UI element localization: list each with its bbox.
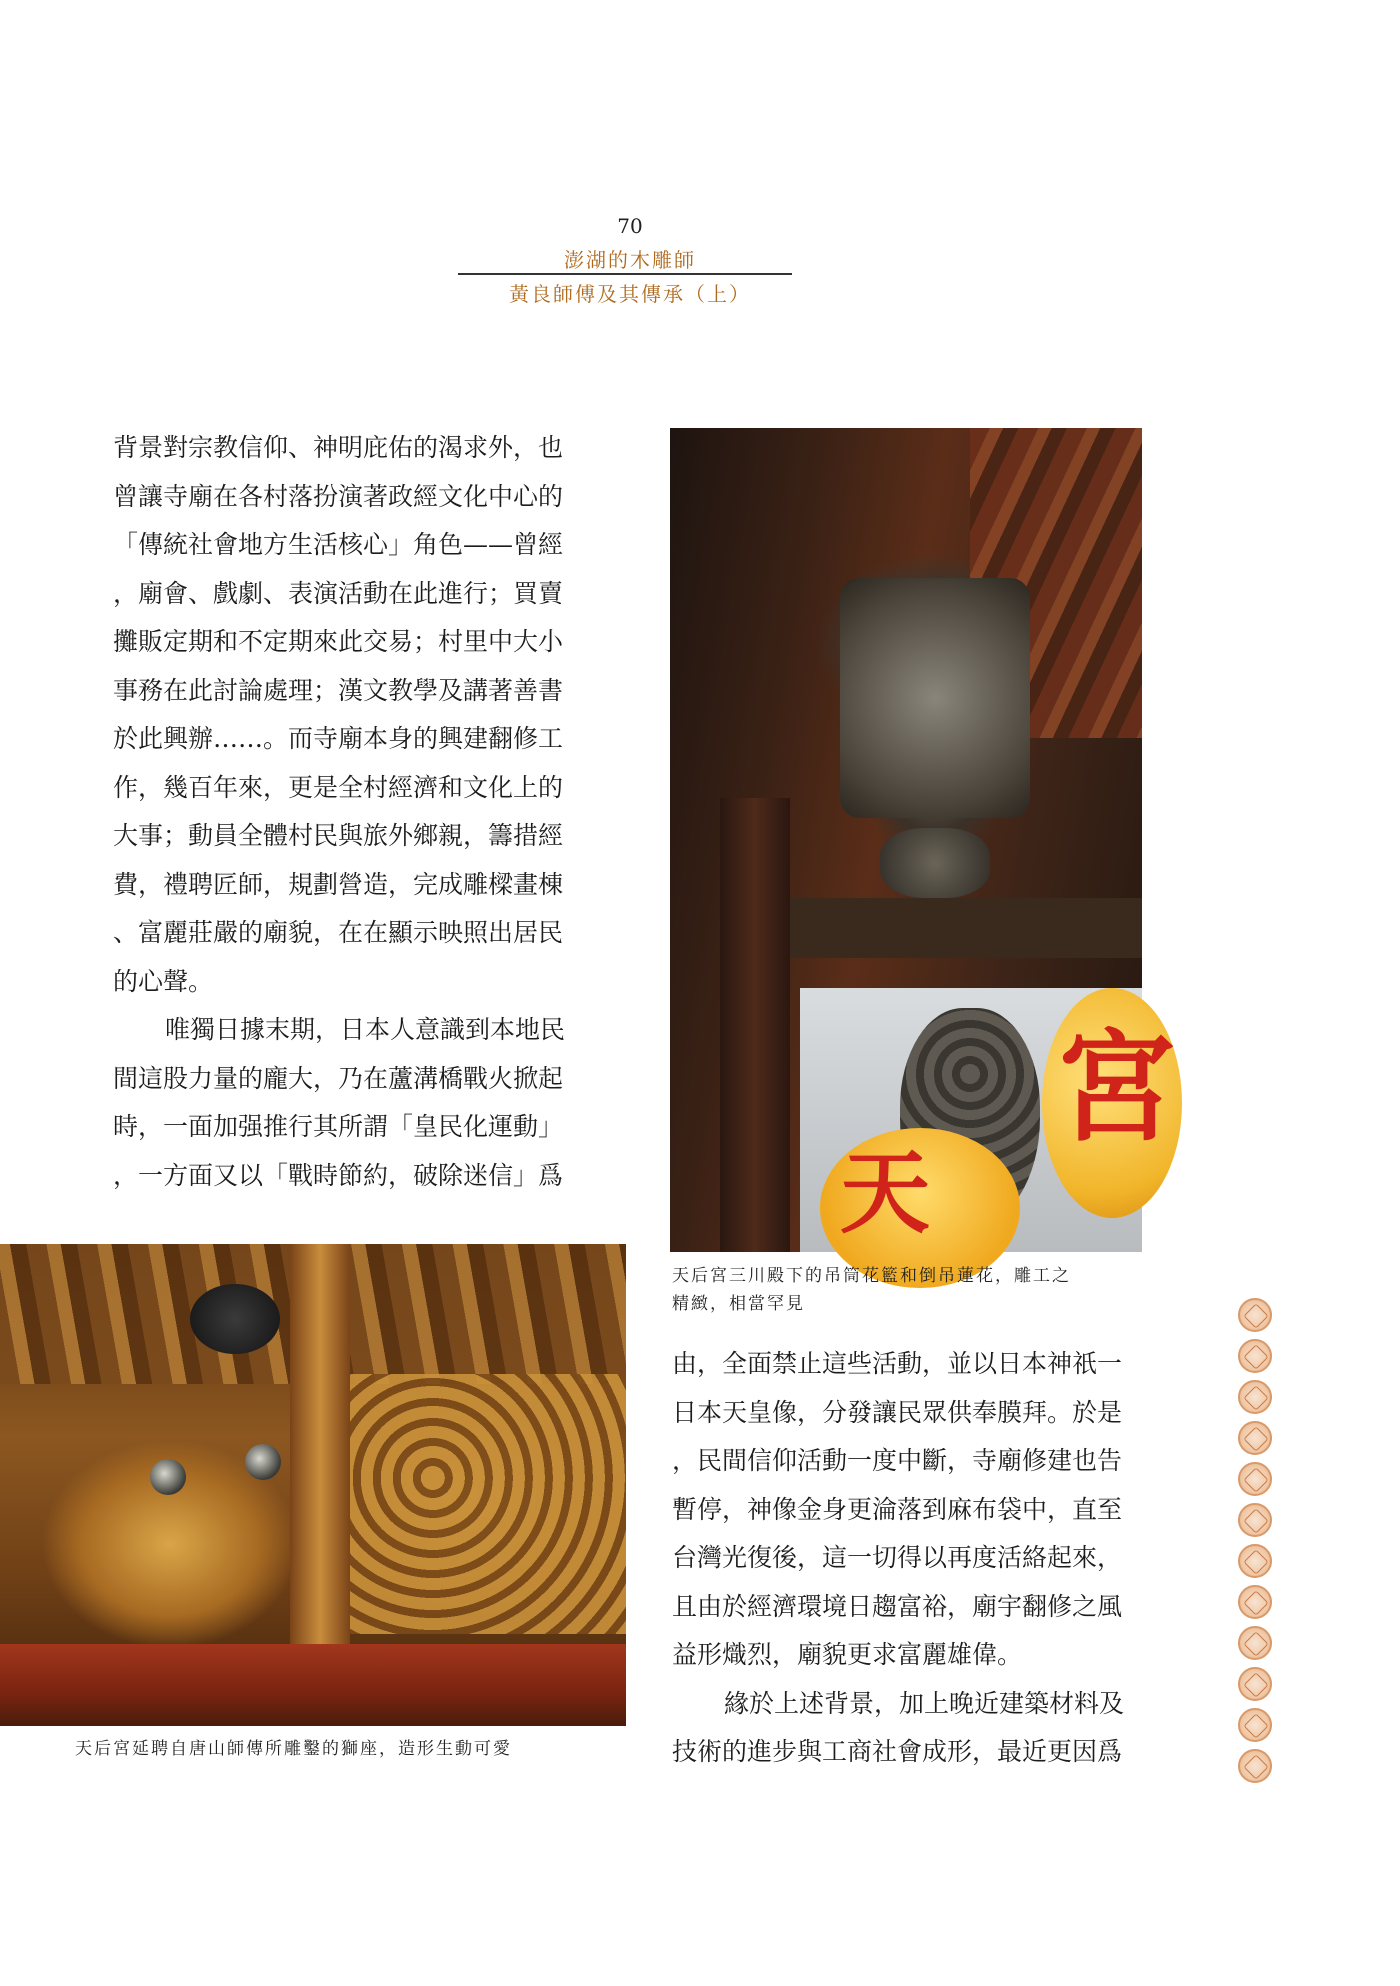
seal-stamp-icon: [1238, 1667, 1272, 1701]
text-line: 暫停，神像金身更淪落到麻布袋中，直至: [672, 1494, 1123, 1524]
paragraph-start-line: 唯獨日據末期，日本人意識到本地民: [165, 1015, 566, 1044]
red-carved-base: [0, 1644, 626, 1726]
lantern-photo-caption: [672, 1262, 1071, 1318]
left-text-column: [113, 424, 593, 1200]
seal-stamp-icon: [1238, 1462, 1272, 1496]
seal-stamp-icon: [1238, 1626, 1272, 1660]
red-lantern-upper: [1042, 988, 1182, 1218]
text-line: 費，禮聘匠師，規劃營造，完成雕樑畫棟: [113, 869, 564, 899]
text-line: 日本天皇像，分發讓民眾供奉膜拜。於是: [672, 1397, 1123, 1427]
caption-line: 精緻，相當罕見: [672, 1294, 805, 1314]
text-line: 益形熾烈，廟貌更求富麗雄偉。: [672, 1640, 1023, 1669]
lantern-carving-photo: [670, 428, 1176, 1252]
carving-base: [880, 828, 990, 898]
page-number: 70: [617, 214, 643, 238]
series-title: 澎湖的木雕師: [564, 248, 696, 272]
text-line: 台灣光復後，這一切得以再度活絡起來，: [672, 1543, 1123, 1572]
seal-stamp-icon: [1238, 1749, 1272, 1783]
header-rule: [458, 273, 792, 275]
seal-stamp-icon: [1238, 1298, 1272, 1332]
text-line: 、富麗莊嚴的廟貌，在在顯示映照出居民: [113, 918, 564, 947]
text-line: 於此興辦……。而寺廟本身的興建翻修工: [113, 724, 564, 753]
seal-stamp-icon: [1238, 1708, 1272, 1742]
text-line: 時，一面加强推行其所謂「皇民化運動」: [113, 1112, 564, 1141]
text-line: 攤販定期和不定期來此交易；村里中大小: [113, 627, 564, 656]
seal-stamp-icon: [1238, 1503, 1272, 1537]
lion-eye: [245, 1444, 281, 1480]
hanging-flower-basket-carving: [840, 578, 1030, 818]
text-line: ，民間信仰活動一度中斷，寺廟修建也告: [672, 1446, 1123, 1475]
seal-stamp-icon: [1238, 1585, 1272, 1619]
right-text-column: [672, 1340, 1152, 1777]
seal-stamp-icon: [1238, 1421, 1272, 1455]
text-line: 由，全面禁止這些活動，並以日本神祇一: [672, 1349, 1123, 1378]
text-line: 「傳統社會地方生活核心」角色——曾經: [113, 530, 564, 559]
chapter-subtitle: 黃良師傅及其傳承（上）: [509, 282, 751, 306]
text-line: 背景對宗教信仰、神明庇佑的渴求外，也: [113, 433, 564, 462]
text-line: 技術的進步與工商社會成形，最近更因爲: [672, 1737, 1123, 1766]
lion-mane-carving: [350, 1374, 626, 1634]
lion-eye: [150, 1459, 186, 1495]
caption-line: 天后宮三川殿下的吊筒花籃和倒吊蓮花，雕工之: [672, 1266, 1071, 1286]
seal-stamp-icon: [1238, 1380, 1272, 1414]
lion-photo-caption: 天后宮延聘自唐山師傳所雕鑿的獅座，造形生動可愛: [75, 1739, 512, 1759]
decorative-stamp-column: [1238, 1298, 1274, 1790]
text-line: ，廟會、戲劇、表演活動在此進行；買賣: [113, 578, 564, 608]
text-line: ，一方面又以「戰時節約，破除迷信」爲: [113, 1160, 564, 1190]
carved-post: [290, 1244, 350, 1664]
text-line: 且由於經濟環境日趨富裕，廟宇翻修之風: [672, 1591, 1123, 1621]
paragraph-start-line: 緣於上述背景，加上晚近建築材料及: [724, 1688, 1125, 1718]
lion-seat-carving-photo: [0, 1244, 626, 1726]
text-line: 事務在此討論處理；漢文教學及講著善書: [113, 675, 564, 705]
text-line: 曾讓寺廟在各村落扮演著政經文化中心的: [113, 481, 564, 511]
seal-stamp-icon: [1238, 1544, 1272, 1578]
text-line: 大事；動員全體村民與旅外鄉親，籌措經: [113, 821, 564, 850]
wooden-pillar: [720, 798, 790, 1252]
lantern-glyph: 天: [840, 1140, 930, 1246]
text-line: 間這股力量的龐大，乃在蘆溝橋戰火掀起: [113, 1063, 564, 1093]
text-line: 的心聲。: [113, 966, 214, 996]
cross-beam: [790, 898, 1142, 958]
lantern-glyph: 宮: [1056, 1017, 1176, 1158]
dark-ornament: [190, 1284, 280, 1354]
seal-stamp-icon: [1238, 1339, 1272, 1373]
text-line: 作，幾百年來，更是全村經濟和文化上的: [113, 772, 564, 802]
